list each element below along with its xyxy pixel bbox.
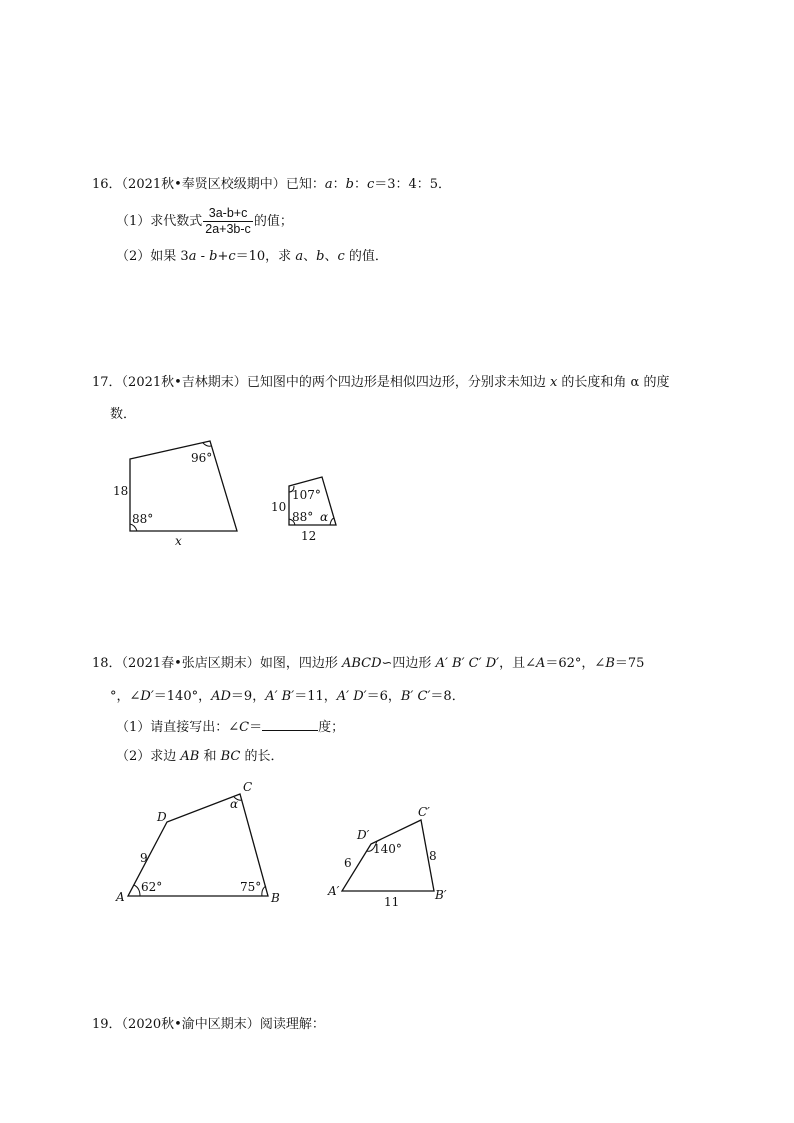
label-C: C — [243, 780, 253, 794]
var-C: C — [239, 720, 250, 735]
var-a: a — [295, 249, 304, 264]
q18-source: （2021春•张店区期末） — [121, 656, 260, 671]
label-B-prime: B′ — [435, 888, 447, 902]
label-B: B — [271, 891, 280, 905]
side-11: 11 — [384, 895, 400, 909]
angle-62: 62° — [141, 880, 163, 894]
angle-140: 140° — [373, 842, 402, 856]
fraction-denominator: 2a+3b-c — [205, 222, 251, 236]
side-6: 6 — [344, 856, 352, 870]
side-x: x — [175, 534, 182, 548]
angle-alpha: α — [320, 510, 329, 524]
seg-AD: AD — [211, 689, 231, 704]
q18-part1-text: （1）请直接写出：∠ — [116, 720, 240, 735]
q18-part1-end: 度； — [318, 720, 345, 735]
q19-source: （2020秋•渝中区期末） — [121, 1017, 260, 1032]
angle-96: 96° — [191, 451, 213, 465]
angle-mark — [134, 885, 140, 896]
q18-text: ＝140°， — [153, 689, 212, 704]
seg-BpCp: B′ C′ — [400, 689, 431, 704]
q16-part2-text: （2）如果 3 — [116, 249, 189, 264]
sep: ： — [332, 177, 346, 192]
angle-88: 88° — [132, 512, 154, 526]
q19-stem — [92, 1016, 325, 1034]
q18-text: ＝9， — [230, 689, 266, 704]
quad-abcd: ABCD — [341, 656, 382, 671]
q16-part1-text: （1）求代数式 — [116, 214, 203, 229]
q16-part2-eq: ＝10，求 — [235, 249, 296, 264]
q19-stem-text: 阅读理解： — [259, 1017, 325, 1032]
q16-part2-end: 的值． — [344, 249, 388, 264]
q16-number: 16． — [92, 177, 122, 192]
var-B: B — [605, 656, 615, 671]
var-D: D′ — [140, 689, 154, 704]
q18-text: ＝8． — [430, 689, 465, 704]
q17-source: （2021秋•吉林期末） — [121, 375, 247, 390]
q18-text: 四边形 — [392, 656, 436, 671]
op: - — [196, 249, 210, 264]
side-18: 18 — [113, 484, 129, 498]
label-A: A — [116, 890, 125, 904]
seg-AB: AB — [180, 749, 200, 764]
side-12: 12 — [301, 529, 317, 543]
fraction-numerator: 3a-b+c — [203, 206, 253, 222]
label-D-prime: D′ — [357, 828, 370, 842]
side-8: 8 — [429, 849, 437, 863]
sep: 、 — [324, 249, 338, 264]
q18-text: ＝6， — [366, 689, 401, 704]
seg-ApBp: A′ B′ — [265, 689, 295, 704]
q18-text: ＝62°，∠ — [545, 656, 606, 671]
q16-ratio: ＝3：4：5． — [374, 177, 452, 192]
q18-text: ，且∠ — [499, 656, 536, 671]
var-b: b — [316, 249, 325, 264]
var-c: c — [337, 249, 345, 264]
var-b: b — [209, 249, 218, 264]
angle-107: 107° — [292, 488, 321, 502]
side-10: 10 — [271, 500, 287, 514]
angle-88-small: 88° — [292, 510, 314, 524]
op: + — [217, 249, 229, 264]
q18-text: 如图，四边形 — [259, 656, 342, 671]
sep: 、 — [303, 249, 317, 264]
q16-source: （2021秋•奉贤区校级期中） — [121, 177, 286, 192]
similar-symbol: ∽ — [381, 656, 393, 671]
var-c: c — [228, 249, 236, 264]
q18-text: °，∠ — [110, 689, 141, 704]
q18-number: 18． — [92, 656, 122, 671]
seg-BC: BC — [220, 749, 241, 764]
q17-stem-line2: 数． — [110, 407, 137, 422]
quad-primes: A′ B′ C′ D′ — [435, 656, 500, 671]
var-a: a — [324, 177, 333, 192]
sep: ： — [353, 177, 367, 192]
var-a: a — [188, 249, 197, 264]
q18-part2-text: （2）求边 — [116, 749, 181, 764]
q16-stem-text: 已知： — [285, 177, 325, 192]
seg-ApDp: A′ D′ — [336, 689, 367, 704]
q18-text: ＝ — [249, 720, 263, 735]
var-x: x — [549, 375, 558, 390]
label-D: D — [157, 810, 167, 824]
q18-part2-end: 的长． — [240, 749, 284, 764]
var-c: c — [366, 177, 375, 192]
q18-text: 和 — [199, 749, 221, 764]
q16-part1-end: 的值； — [253, 214, 293, 229]
q17-number: 17． — [92, 375, 122, 390]
side-9: 9 — [140, 851, 148, 865]
label-C-prime: C′ — [418, 805, 430, 819]
q19-number: 19． — [92, 1017, 122, 1032]
q17-stem-text-end: 的长度和角 α 的度 — [557, 375, 670, 390]
var-A: A — [535, 656, 546, 671]
q17-stem-text: 已知图中的两个四边形是相似四边形，分别求未知边 — [246, 375, 550, 390]
label-A-prime: A′ — [328, 884, 340, 898]
var-b: b — [345, 177, 354, 192]
angle-alpha: α — [230, 797, 239, 811]
q18-text: ＝75 — [614, 656, 645, 671]
q18-text: ＝11， — [294, 689, 337, 704]
angle-75: 75° — [240, 880, 262, 894]
